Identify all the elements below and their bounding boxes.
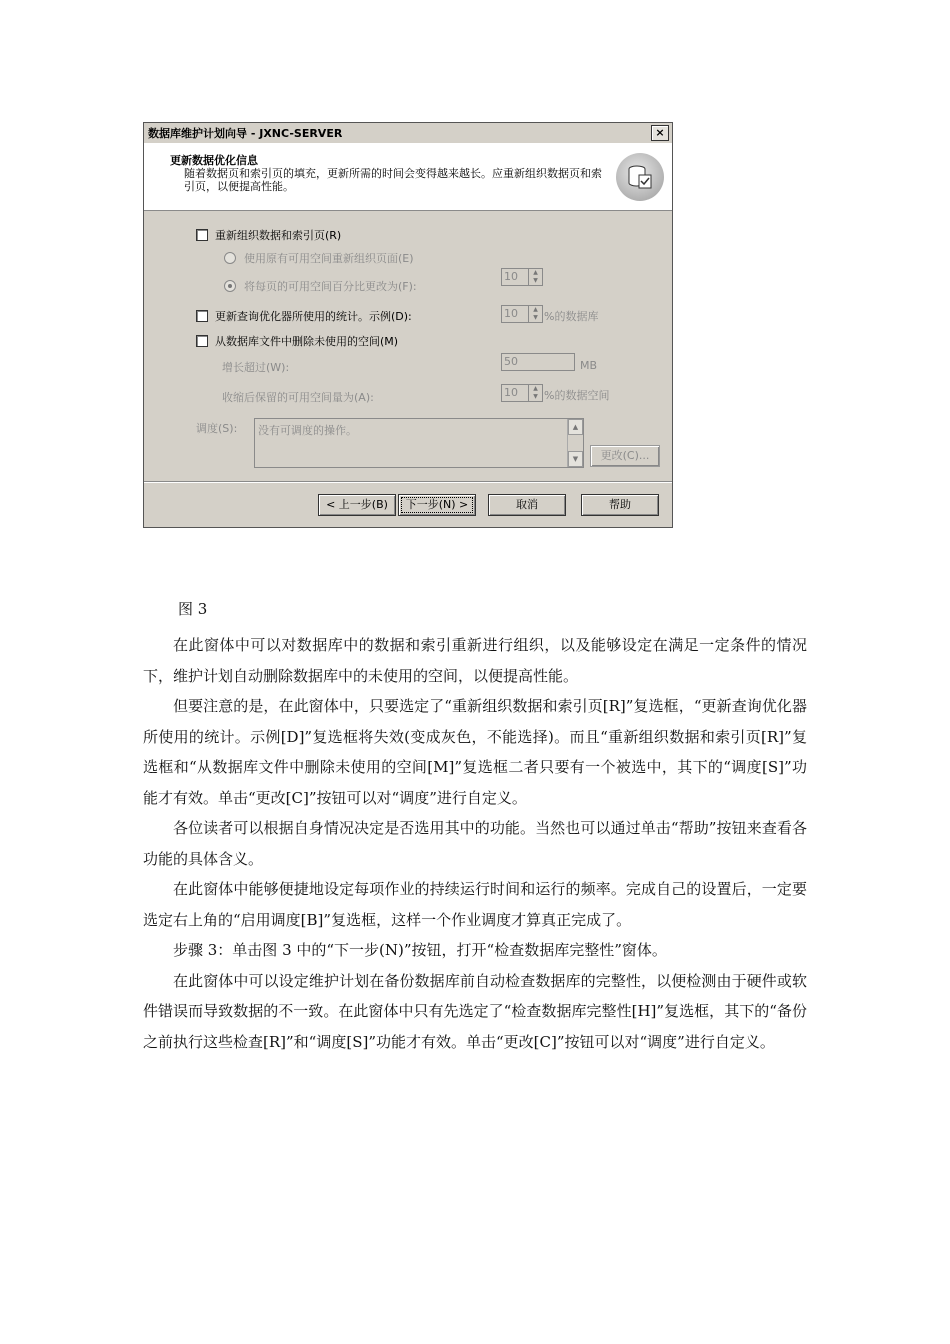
reorganize-checkbox[interactable] xyxy=(196,229,208,241)
title-bar xyxy=(144,123,672,143)
spin-up-icon[interactable]: ▲ xyxy=(533,306,538,313)
grow-input[interactable]: 50 xyxy=(501,353,575,371)
scroll-down-icon[interactable]: ▼ xyxy=(568,451,583,467)
stats-checkbox[interactable] xyxy=(196,310,208,322)
spin-up-icon[interactable]: ▲ xyxy=(533,269,538,276)
header-description: 随着数据页和索引页的填充，更新所需的时间会变得越来越长。应重新组织数据页和索引页，以便提高性能。 xyxy=(184,167,602,193)
schedule-scrollbar[interactable] xyxy=(567,419,583,467)
keep-spinner[interactable] xyxy=(501,384,543,402)
percent-value: 10 xyxy=(504,270,518,283)
grow-label: 增长超过(W): xyxy=(222,361,290,374)
radio-percent-row[interactable] xyxy=(224,278,417,294)
keep-label: 收缩后保留的可用空间量为(A): xyxy=(222,391,374,404)
keep-unit: %的数据空间 xyxy=(544,389,610,402)
footer-divider xyxy=(144,481,672,483)
keep-value: 10 xyxy=(504,386,518,399)
paragraph: 步骤 3：单击图 3 中的“下一步(N)”按钮，打开“检查数据库完整性”窗体。 xyxy=(173,941,667,959)
radio-original-row[interactable] xyxy=(224,250,414,266)
grow-unit: MB xyxy=(580,359,598,372)
paragraph: 但要注意的是，在此窗体中，只要选定了“重新组织数据和索引页[R]”复选框，“更新查询优化器所使用的统计。示例[D]”复选框将失效(变成灰色，不能选择)。而且“重新组织数据和索引页[R]”复选框和“从数据库文件中删除未使用的空间[M]”复选框二者只要有一个被选中，其下的“调度[S]”功能才有效。单击“更改[C]”按钮可以对“调度”进行自定义。 xyxy=(143,697,807,807)
paragraph: 在此窗体中可以对数据库中的数据和索引重新进行组织，以及能够设定在满足一定条件的情况下，维护计划自动删除数据库中的未使用的空间，以便提高性能。 xyxy=(143,636,807,685)
radio-original[interactable] xyxy=(224,252,236,264)
back-button[interactable]: < 上一步(B) xyxy=(318,494,396,516)
spin-down-icon[interactable]: ▼ xyxy=(533,393,538,400)
radio-percent-label: 将每页的可用空间百分比更改为(F): xyxy=(244,280,417,293)
stats-spinner[interactable] xyxy=(501,305,543,323)
shrink-label: 从数据库文件中删除未使用的空间(M) xyxy=(215,335,399,348)
reorganize-checkbox-row[interactable] xyxy=(196,227,341,243)
next-button[interactable]: 下一步(N) > xyxy=(398,494,476,516)
maintenance-wizard-dialog xyxy=(143,122,673,528)
spin-down-icon[interactable]: ▼ xyxy=(533,314,538,321)
paragraph: 在此窗体中可以设定维护计划在备份数据库前自动检查数据库的完整性，以便检测由于硬件或软件错误而导致数据的不一致。在此窗体中只有先选定了“检查数据库完整性[H]”复选框，其下的“备份之前执行这些检查[R]”和“调度[S]”功能才有效。单击“更改[C]”按钮可以对“调度”进行自定义。 xyxy=(143,971,807,1051)
shrink-checkbox-row[interactable] xyxy=(196,333,398,349)
cancel-button[interactable]: 取消 xyxy=(488,494,566,516)
spin-up-icon[interactable]: ▲ xyxy=(533,385,538,392)
stats-value: 10 xyxy=(504,307,518,320)
close-icon[interactable]: × xyxy=(651,125,669,141)
stats-label: 更新查询优化器所使用的统计。示例(D): xyxy=(215,310,412,323)
reorganize-label: 重新组织数据和索引页(R) xyxy=(215,229,342,242)
header-title: 更新数据优化信息 xyxy=(170,154,258,167)
database-check-icon xyxy=(616,153,664,201)
paragraph: 各位读者可以根据自身情况决定是否选用其中的功能。当然也可以通过单击“帮助”按钮来查看各功能的具体含义。 xyxy=(143,819,807,868)
percent-spinner[interactable] xyxy=(501,268,543,286)
schedule-text: 没有可调度的操作。 xyxy=(258,424,357,437)
stats-unit: %的数据库 xyxy=(544,310,599,323)
dialog-title: 数据库维护计划向导 - JXNC-SERVER xyxy=(148,127,343,140)
radio-original-label: 使用原有可用空间重新组织页面(E) xyxy=(244,252,414,265)
change-button[interactable]: 更改(C)... xyxy=(590,445,660,467)
help-button[interactable]: 帮助 xyxy=(581,494,659,516)
scroll-up-icon[interactable]: ▲ xyxy=(568,419,583,435)
schedule-label: 调度(S): xyxy=(196,422,238,435)
wizard-header xyxy=(144,143,672,211)
paragraph: 在此窗体中能够便捷地设定每项作业的持续运行时间和运行的频率。完成自己的设置后，一定要选定右上角的“启用调度[B]”复选框，这样一个作业调度才算真正完成了。 xyxy=(143,880,807,929)
stats-checkbox-row[interactable] xyxy=(196,308,412,324)
schedule-box[interactable] xyxy=(254,418,584,468)
figure-caption: 图 3 xyxy=(178,600,208,618)
article-body xyxy=(143,630,807,1057)
shrink-checkbox[interactable] xyxy=(196,335,208,347)
radio-percent[interactable] xyxy=(224,280,236,292)
spin-down-icon[interactable]: ▼ xyxy=(533,277,538,284)
